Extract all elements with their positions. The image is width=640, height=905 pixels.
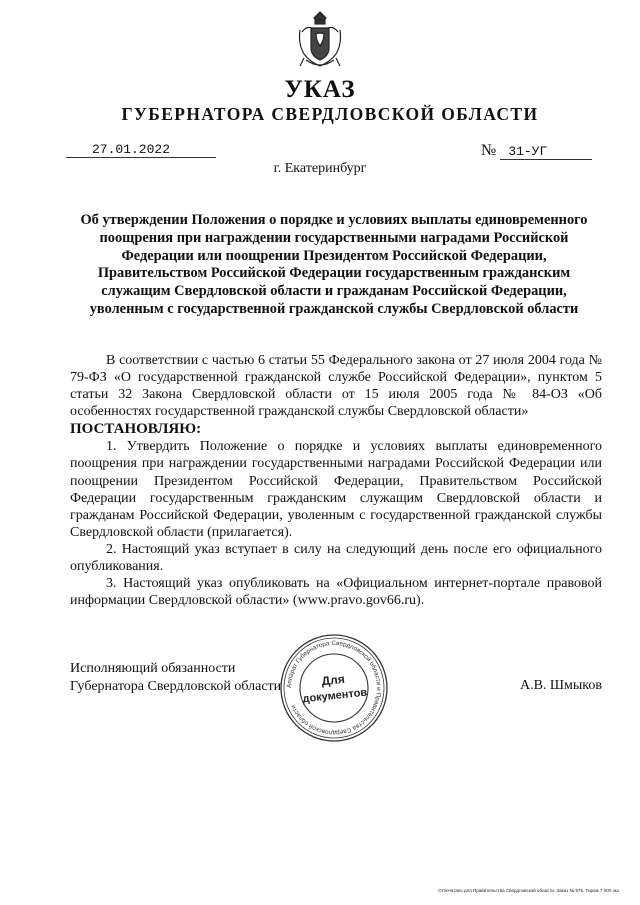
preamble-paragraph: В соответствии с частью 6 статьи 55 Федерального закона от 27 июля 2004 года № 79-ФЗ «О государственной гражданской службе Российской Федерации», пунктом 5 статьи 32 Закона Свердловской области от 15 июля 2005 года № 84-ОЗ «Об особенностях государственной гражданской службы Свердловской области» bbox=[70, 353, 602, 420]
stamp-center-line2: документов bbox=[301, 686, 368, 706]
item-paragraph-3: 3. Настоящий указ опубликовать на «Официальном интернет-портале правовой информации Свердловской области» (www.pravo.gov66.ru). bbox=[70, 576, 602, 609]
coat-of-arms-icon bbox=[296, 10, 344, 70]
document-city: г. Екатеринбург bbox=[273, 161, 367, 176]
print-footer: Отпечатано для Правительства Свердловской области. Заказ № 575. Тираж 7 000 экз. bbox=[438, 888, 620, 893]
document-heading: Об утверждении Положения о порядке и условиях выплаты единовременного поощрения при награждении государственными наградами Российской Федерации или поощрении Президентом Российской Федерации, Правительством Российской Федерации государственным гражданским служащим Свердловской области и гражданам Российской Федерации, уволенным с государственной гражданской службы Свердловской области bbox=[80, 212, 588, 317]
document-subtitle: ГУБЕРНАТОРА СВЕРДЛОВСКОЙ ОБЛАСТИ bbox=[121, 104, 539, 124]
document-date: 27.01.2022 bbox=[66, 142, 216, 158]
signature-name: А.В. Шмыков bbox=[519, 678, 602, 693]
document-number-block bbox=[481, 142, 592, 160]
document-title: УКАЗ bbox=[284, 76, 356, 103]
official-stamp bbox=[278, 632, 390, 744]
decree-word: ПОСТАНОВЛЯЮ: bbox=[70, 421, 202, 438]
document-body bbox=[70, 352, 602, 609]
item-paragraph-2: 2. Настоящий указ вступает в силу на следующий день после его официального опубликования. bbox=[70, 541, 602, 575]
stamp-center-line1: Для bbox=[320, 671, 346, 689]
document-number: 31-УГ bbox=[500, 144, 592, 160]
signature-position-line1: Исполняющий обязанности bbox=[70, 661, 236, 676]
signature-position bbox=[70, 660, 281, 695]
stamp-ring-text: Аппарат Губернатора Свердловской области и Правительства Свердловской области bbox=[285, 639, 383, 737]
item-paragraph-1: 1. Утвердить Положение о порядке и условиях выплаты единовременного поощрения при награждении государственными наградами Российской Федерации или поощрении Президентом Российской Федерации, Правительством Российской Федерации государственным гражданским служащим Свердловской области и гражданам Российской Федерации, уволенным с государственной гражданской службы Свердловской области (прилагается). bbox=[70, 439, 602, 540]
signature-position-line2: Губернатора Свердловской области bbox=[70, 678, 282, 694]
number-sign: № bbox=[481, 142, 497, 159]
